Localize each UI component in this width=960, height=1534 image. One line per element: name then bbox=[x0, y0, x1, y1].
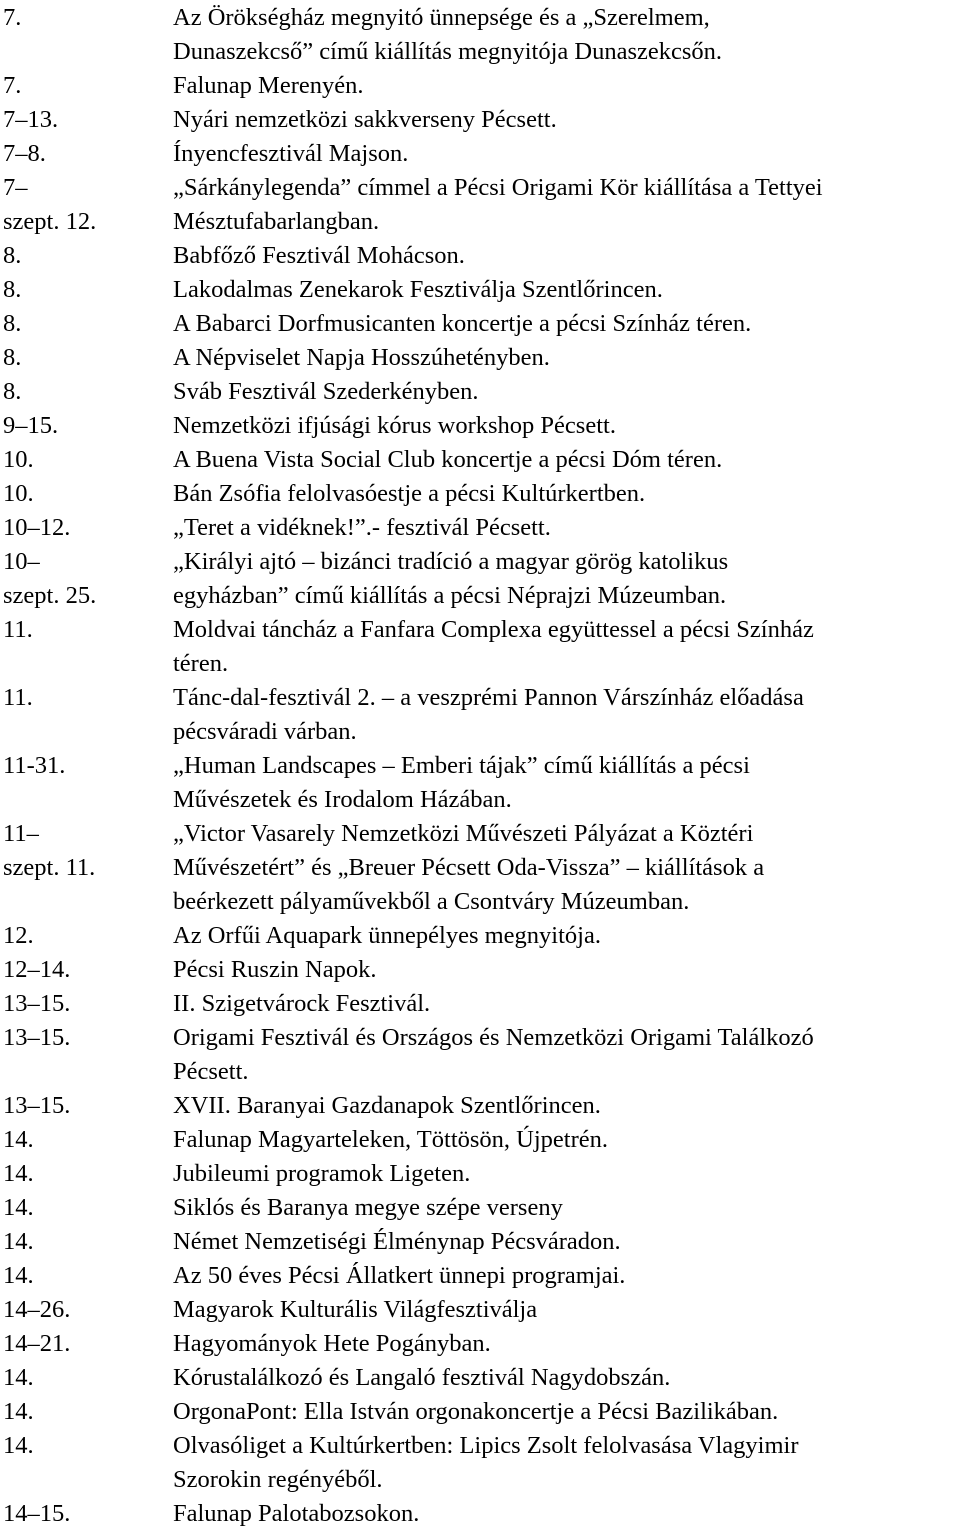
event-date-line: 7–8. bbox=[3, 140, 46, 167]
event-description-line: „Királyi ajtó – bizánci tradíció a magyar görög katolikus bbox=[173, 548, 729, 575]
event-date-line: 11. bbox=[3, 684, 33, 711]
event-description bbox=[173, 953, 960, 987]
event-description bbox=[173, 511, 960, 545]
event-description bbox=[173, 613, 960, 681]
event-date bbox=[0, 919, 173, 953]
event-description-line: A Buena Vista Social Club koncertje a pécsi Dóm téren. bbox=[173, 446, 723, 473]
event-description-line: Falunap Palotabozsokon. bbox=[173, 1500, 420, 1527]
event-description bbox=[173, 1395, 960, 1429]
event-date-line: 11-31. bbox=[3, 752, 66, 779]
event-description bbox=[173, 1157, 960, 1191]
event-description bbox=[173, 341, 960, 375]
event-date-line: 13–15. bbox=[3, 1092, 71, 1119]
event-date-line: 7. bbox=[3, 72, 22, 99]
event-date bbox=[0, 1361, 173, 1395]
event-list bbox=[0, 1, 960, 1531]
event-date-line: 14. bbox=[3, 1262, 34, 1289]
event-description-line: Mésztufabarlangban. bbox=[173, 208, 380, 235]
event-description-line: Művészetért” és „Breuer Pécsett Oda-Vissza” – kiállítások a bbox=[173, 854, 765, 881]
event-description bbox=[173, 919, 960, 953]
event-description bbox=[173, 1123, 960, 1157]
event-date bbox=[0, 1327, 173, 1361]
event-date-line: szept. 11. bbox=[3, 854, 96, 881]
event-date-line: 14–15. bbox=[3, 1500, 71, 1527]
event-description-line: Kórustalálkozó és Langaló fesztivál Nagydobszán. bbox=[173, 1364, 671, 1391]
event-date-line: 14–21. bbox=[3, 1330, 71, 1357]
event-description bbox=[173, 1327, 960, 1361]
event-row bbox=[0, 171, 960, 239]
event-date bbox=[0, 137, 173, 171]
event-row bbox=[0, 103, 960, 137]
event-description-line: Német Nemzetiségi Élménynap Pécsváradon. bbox=[173, 1228, 621, 1255]
event-description-line: beérkezett pályaművekből a Csontváry Múzeumban. bbox=[173, 888, 690, 915]
event-row bbox=[0, 817, 960, 919]
event-description-line: Tánc-dal-fesztivál 2. – a veszprémi Pannon Várszínház előadása bbox=[173, 684, 804, 711]
event-date bbox=[0, 409, 173, 443]
event-date bbox=[0, 681, 173, 715]
event-description bbox=[173, 409, 960, 443]
event-date-line: 13–15. bbox=[3, 990, 71, 1017]
event-description-line: Nyári nemzetközi sakkverseny Pécsett. bbox=[173, 106, 557, 133]
event-date-line: 10. bbox=[3, 480, 34, 507]
event-description bbox=[173, 1429, 960, 1497]
event-row bbox=[0, 307, 960, 341]
event-description bbox=[173, 1191, 960, 1225]
event-row bbox=[0, 443, 960, 477]
event-description-line: Az Örökségház megnyitó ünnepsége és a „Szerelmem, bbox=[173, 4, 710, 31]
event-date bbox=[0, 1123, 173, 1157]
event-row bbox=[0, 953, 960, 987]
event-date bbox=[0, 239, 173, 273]
event-row bbox=[0, 613, 960, 681]
event-row bbox=[0, 273, 960, 307]
event-date-line: 12–14. bbox=[3, 956, 71, 983]
event-date bbox=[0, 103, 173, 137]
event-date bbox=[0, 341, 173, 375]
event-description bbox=[173, 681, 960, 749]
event-description-line: téren. bbox=[173, 650, 229, 677]
event-date-line: 14. bbox=[3, 1364, 34, 1391]
event-row bbox=[0, 1, 960, 69]
event-row bbox=[0, 1395, 960, 1429]
event-date-line: 7–13. bbox=[3, 106, 59, 133]
event-row bbox=[0, 69, 960, 103]
event-description-line: Olvasóliget a Kultúrkertben: Lipics Zsolt felolvasása Vlagyimir bbox=[173, 1432, 799, 1459]
event-date bbox=[0, 375, 173, 409]
event-date-line: 7– bbox=[3, 174, 28, 201]
event-description-line: Lakodalmas Zenekarok Fesztiválja Szentlőrincen. bbox=[173, 276, 663, 303]
event-description-line: XVII. Baranyai Gazdanapok Szentlőrincen. bbox=[173, 1092, 601, 1119]
event-description bbox=[173, 307, 960, 341]
event-description-line: Sváb Fesztivál Szederkényben. bbox=[173, 378, 479, 405]
event-description-line: pécsváradi várban. bbox=[173, 718, 357, 745]
event-date bbox=[0, 1497, 173, 1531]
event-row bbox=[0, 239, 960, 273]
event-row bbox=[0, 1497, 960, 1531]
event-row bbox=[0, 1191, 960, 1225]
event-row bbox=[0, 749, 960, 817]
event-description-line: Siklós és Baranya megye szépe verseny bbox=[173, 1194, 563, 1221]
event-date-line: 14. bbox=[3, 1398, 34, 1425]
event-date-line: szept. 12. bbox=[3, 208, 97, 235]
event-description bbox=[173, 477, 960, 511]
event-description bbox=[173, 987, 960, 1021]
event-date bbox=[0, 1021, 173, 1055]
event-description bbox=[173, 443, 960, 477]
event-date-line: 11– bbox=[3, 820, 39, 847]
event-date bbox=[0, 953, 173, 987]
event-description-line: Szorokin regényéből. bbox=[173, 1466, 383, 1493]
event-date-line: 10–12. bbox=[3, 514, 71, 541]
event-date bbox=[0, 613, 173, 647]
event-description bbox=[173, 137, 960, 171]
event-date-line: 7. bbox=[3, 4, 22, 31]
event-date-line: 11. bbox=[3, 616, 33, 643]
event-row bbox=[0, 987, 960, 1021]
event-description bbox=[173, 1225, 960, 1259]
event-description bbox=[173, 1293, 960, 1327]
event-description-line: „Victor Vasarely Nemzetközi Művészeti Pályázat a Köztéri bbox=[173, 820, 754, 847]
event-description-line: Nemzetközi ifjúsági kórus workshop Pécsett. bbox=[173, 412, 616, 439]
event-description-line: Dunaszekcső” című kiállítás megnyitója Dunaszekcsőn. bbox=[173, 38, 723, 65]
event-description bbox=[173, 1, 960, 69]
event-row bbox=[0, 477, 960, 511]
event-date bbox=[0, 307, 173, 341]
event-row bbox=[0, 1123, 960, 1157]
event-description-line: „Human Landscapes – Emberi tájak” című kiállítás a pécsi bbox=[173, 752, 750, 779]
event-date-line: 12. bbox=[3, 922, 34, 949]
event-date bbox=[0, 545, 173, 613]
event-description-line: egyházban” című kiállítás a pécsi Néprajzi Múzeumban. bbox=[173, 582, 727, 609]
event-row bbox=[0, 511, 960, 545]
event-date bbox=[0, 1259, 173, 1293]
event-description bbox=[173, 1259, 960, 1293]
event-date-line: 14. bbox=[3, 1160, 34, 1187]
event-description bbox=[173, 375, 960, 409]
event-row bbox=[0, 1089, 960, 1123]
event-date-line: 14–26. bbox=[3, 1296, 71, 1323]
event-date bbox=[0, 1429, 173, 1463]
event-description-line: Moldvai táncház a Fanfara Complexa együttessel a pécsi Színház bbox=[173, 616, 814, 643]
event-description bbox=[173, 103, 960, 137]
event-date bbox=[0, 477, 173, 511]
event-description-line: Az Orfűi Aquapark ünnepélyes megnyitója. bbox=[173, 922, 601, 949]
event-row bbox=[0, 1429, 960, 1497]
event-row bbox=[0, 1361, 960, 1395]
event-description-line: A Népviselet Napja Hosszúhetényben. bbox=[173, 344, 550, 371]
event-date-line: 8. bbox=[3, 310, 22, 337]
event-row bbox=[0, 1293, 960, 1327]
event-description bbox=[173, 69, 960, 103]
event-description-line: Hagyományok Hete Pogányban. bbox=[173, 1330, 491, 1357]
event-row bbox=[0, 919, 960, 953]
event-row bbox=[0, 1225, 960, 1259]
event-description-line: Ínyencfesztivál Majson. bbox=[173, 140, 409, 167]
event-row bbox=[0, 375, 960, 409]
event-date-line: szept. 25. bbox=[3, 582, 97, 609]
event-description-line: Magyarok Kulturális Világfesztiválja bbox=[173, 1296, 538, 1323]
event-date-line: 8. bbox=[3, 378, 22, 405]
event-date-line: 9–15. bbox=[3, 412, 59, 439]
event-date-line: 8. bbox=[3, 276, 22, 303]
event-description-line: Origami Fesztivál és Országos és Nemzetközi Origami Találkozó bbox=[173, 1024, 814, 1051]
event-date bbox=[0, 1, 173, 35]
event-description-line: A Babarci Dorfmusicanten koncertje a pécsi Színház téren. bbox=[173, 310, 752, 337]
event-date bbox=[0, 1089, 173, 1123]
event-row bbox=[0, 1021, 960, 1089]
event-description bbox=[173, 749, 960, 817]
event-date bbox=[0, 749, 173, 783]
event-date-line: 8. bbox=[3, 242, 22, 269]
event-date bbox=[0, 1157, 173, 1191]
event-description bbox=[173, 545, 960, 613]
event-description bbox=[173, 1021, 960, 1089]
event-description-line: Pécsett. bbox=[173, 1058, 249, 1085]
event-date bbox=[0, 69, 173, 103]
event-date-line: 10– bbox=[3, 548, 40, 575]
event-date bbox=[0, 817, 173, 885]
event-date bbox=[0, 1191, 173, 1225]
event-date bbox=[0, 1395, 173, 1429]
event-description bbox=[173, 239, 960, 273]
event-description-line: Az 50 éves Pécsi Állatkert ünnepi programjai. bbox=[173, 1262, 626, 1289]
event-row bbox=[0, 409, 960, 443]
event-description bbox=[173, 1089, 960, 1123]
event-description-line: Babfőző Fesztivál Mohácson. bbox=[173, 242, 465, 269]
event-row bbox=[0, 681, 960, 749]
event-description bbox=[173, 273, 960, 307]
event-description bbox=[173, 171, 960, 239]
event-date-line: 8. bbox=[3, 344, 22, 371]
event-description-line: „Teret a vidéknek!”.- fesztivál Pécsett. bbox=[173, 514, 551, 541]
event-date bbox=[0, 273, 173, 307]
event-row bbox=[0, 1157, 960, 1191]
event-description-line: „Sárkánylegenda” címmel a Pécsi Origami Kör kiállítása a Tettyei bbox=[173, 174, 823, 201]
event-description-line: Bán Zsófia felolvasóestje a pécsi Kultúrkertben. bbox=[173, 480, 646, 507]
event-date-line: 14. bbox=[3, 1126, 34, 1153]
event-description-line: Jubileumi programok Ligeten. bbox=[173, 1160, 471, 1187]
event-row bbox=[0, 1327, 960, 1361]
event-description-line: OrgonaPont: Ella István orgonakoncertje a Pécsi Bazilikában. bbox=[173, 1398, 779, 1425]
event-row bbox=[0, 1259, 960, 1293]
event-description bbox=[173, 817, 960, 919]
event-row bbox=[0, 137, 960, 171]
event-row bbox=[0, 341, 960, 375]
event-date-line: 10. bbox=[3, 446, 34, 473]
event-description-line: Falunap Merenyén. bbox=[173, 72, 364, 99]
event-description bbox=[173, 1361, 960, 1395]
event-date bbox=[0, 987, 173, 1021]
event-date-line: 14. bbox=[3, 1194, 34, 1221]
event-date bbox=[0, 1293, 173, 1327]
event-date-line: 13–15. bbox=[3, 1024, 71, 1051]
event-description-line: Pécsi Ruszin Napok. bbox=[173, 956, 377, 983]
event-date-line: 14. bbox=[3, 1432, 34, 1459]
event-date bbox=[0, 443, 173, 477]
event-description-line: Falunap Magyarteleken, Töttösön, Újpetrén. bbox=[173, 1126, 608, 1153]
event-date bbox=[0, 171, 173, 239]
event-date bbox=[0, 511, 173, 545]
event-date-line: 14. bbox=[3, 1228, 34, 1255]
event-date bbox=[0, 1225, 173, 1259]
event-description-line: II. Szigetvárock Fesztivál. bbox=[173, 990, 431, 1017]
event-description bbox=[173, 1497, 960, 1531]
event-row bbox=[0, 545, 960, 613]
event-description-line: Művészetek és Irodalom Házában. bbox=[173, 786, 512, 813]
